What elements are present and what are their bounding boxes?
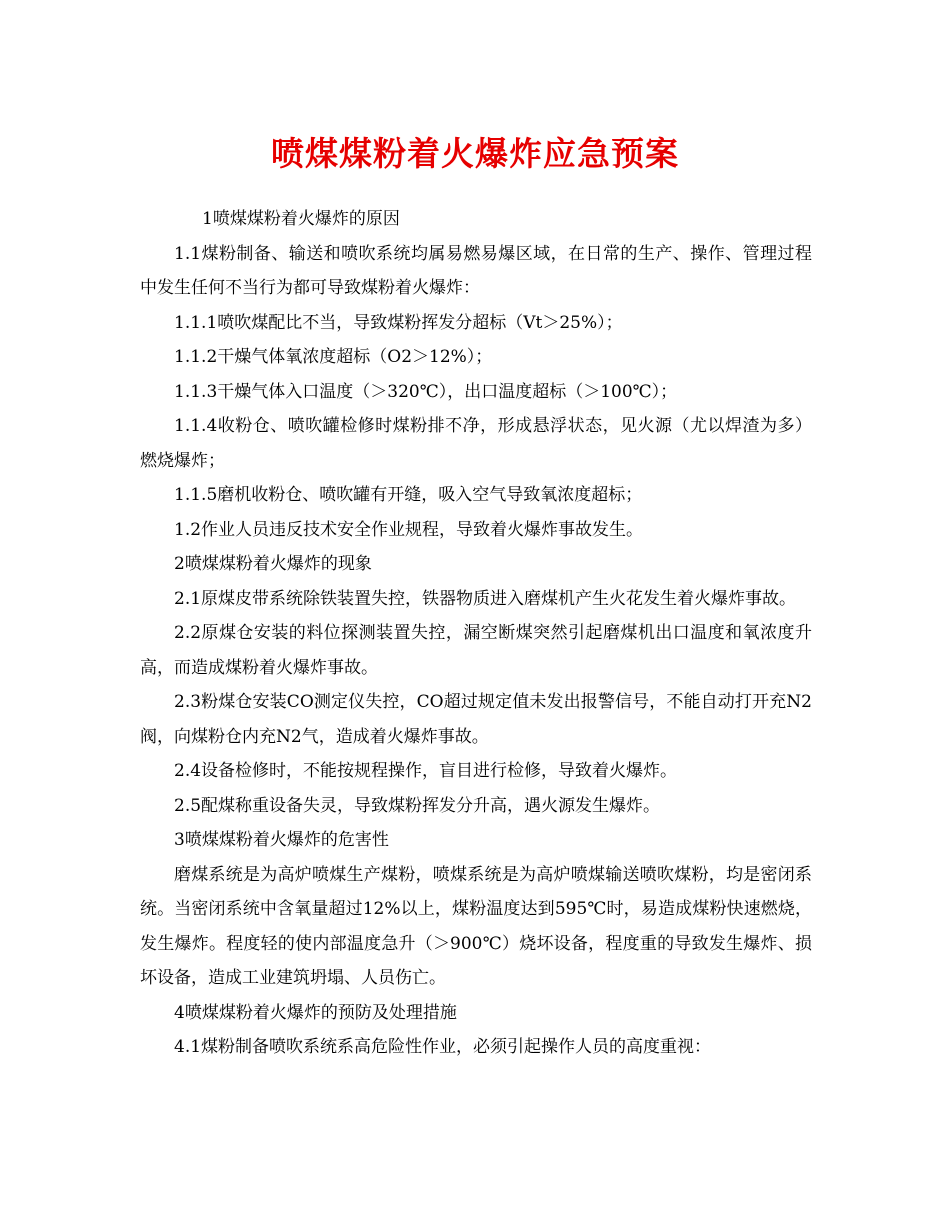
section-heading-2: 2喷煤煤粉着火爆炸的现象: [174, 554, 372, 574]
section-heading-3: 3喷煤煤粉着火爆炸的危害性: [174, 830, 389, 850]
paragraph-1-2: 1.2作业人员违反技术安全作业规程，导致着火爆炸事故发生。: [174, 519, 644, 540]
paragraph-2-2: 2.2原煤仓安装的料位探测装置失控，漏空断煤突然引起磨煤机出口温度和氧浓度升高，而造成煤粉着火爆炸事故。: [140, 623, 812, 678]
paragraph-2-5: 2.5配煤称重设备失灵，导致煤粉挥发分升高，遇火源发生爆炸。: [174, 795, 661, 816]
paragraph-2-1: 2.1原煤皮带系统除铁装置失控，铁器物质进入磨煤机产生火花发生着火爆炸事故。: [174, 588, 797, 609]
paragraph-1-1-2: 1.1.2干燥气体氧浓度超标（O2＞12%）；: [174, 347, 493, 367]
paragraph-1-1-4: 1.1.4收粉仓、喷吹罐检修时煤粉排不净，形成悬浮状态，见火源（尤以焊渣为多）燃烧爆炸；: [140, 416, 812, 471]
paragraph-3-body: 磨煤系统是为高炉喷煤生产煤粉，喷煤系统是为高炉喷煤输送喷吹煤粉，均是密闭系统。当密闭系统中含氧量超过12%以上，煤粉温度达到595℃时，易造成煤粉快速燃烧，发生爆炸。程度轻的使内部温度急升（＞900℃）烧坏设备，程度重的导致发生爆炸、损坏设备，造成工业建筑坍塌、人员伤亡。: [140, 864, 812, 988]
paragraph-4-1: 4.1煤粉制备喷吹系统系高危险性作业，必须引起操作人员的高度重视：: [174, 1037, 712, 1057]
paragraph-2-4: 2.4设备检修时，不能按规程操作，盲目进行检修，导致着火爆炸。: [174, 761, 678, 781]
document-title: 喷煤煤粉着火爆炸应急预案: [271, 134, 679, 173]
paragraph-1-1-1: 1.1.1喷吹煤配比不当，导致煤粉挥发分超标（Vt＞25%）；: [174, 312, 623, 333]
section-heading-1: 1喷煤煤粉着火爆炸的原因: [202, 209, 400, 229]
paragraph-1-1-3: 1.1.3干燥气体入口温度（＞320℃），出口温度超标（＞100℃）；: [174, 381, 678, 402]
paragraph-1-1-5: 1.1.5磨机收粉仓、喷吹罐有开缝，吸入空气导致氧浓度超标；: [174, 485, 643, 505]
document-body: [140, 202, 812, 1065]
section-heading-4: 4喷煤煤粉着火爆炸的预防及处理措施: [174, 1002, 457, 1023]
paragraph-2-3: 2.3粉煤仓安装CO测定仪失控，CO超过规定值未发出报警信号，不能自动打开充N2阀，向煤粉仓内充N2气，造成着火爆炸事故。: [140, 692, 812, 747]
paragraph-1-1: 1.1煤粉制备、输送和喷吹系统均属易燃易爆区域，在日常的生产、操作、管理过程中发生任何不当行为都可导致煤粉着火爆炸：: [140, 243, 812, 298]
